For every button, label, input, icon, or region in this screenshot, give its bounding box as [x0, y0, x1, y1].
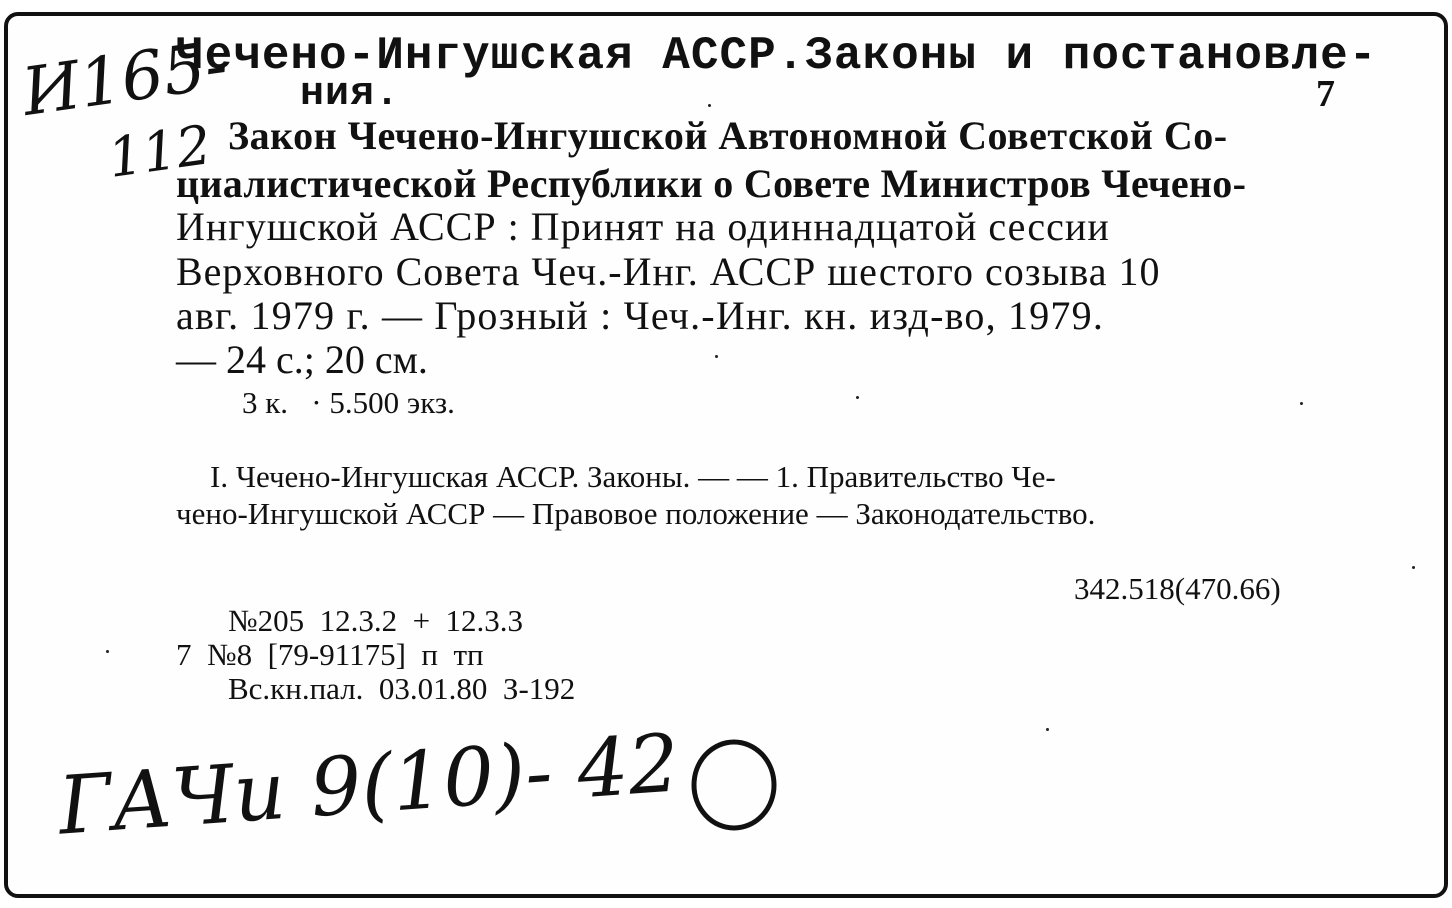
title-line-3: Ингушской АССР : Принят на одиннадцатой сессии: [176, 204, 1110, 249]
ink-speck: [1300, 402, 1303, 405]
ink-speck: [856, 396, 859, 399]
subject-line-2: чено-Ингушской АССР — Правовое положение — Законодательство.: [176, 496, 1096, 531]
punch-hole-icon: [690, 738, 780, 832]
card-number: 7: [1316, 73, 1335, 115]
ink-speck: [1412, 566, 1415, 569]
typed-heading-line1: Чечено-Ингушская АССР.Законы и постановле-: [176, 30, 1378, 82]
typed-heading-line2: ния.: [300, 72, 401, 117]
title-line-1: Закон Чечено-Ингушской Автономной Советской Со-: [228, 113, 1228, 158]
title-line-4: Верховного Совета Чеч.-Инг. АССР шестого созыва 10: [176, 249, 1161, 294]
ink-speck: [106, 650, 109, 653]
ink-speck: [715, 355, 718, 358]
price-and-print-run: 3 к. · 5.500 экз.: [242, 385, 455, 420]
catalog-line-2: 7 №8 [79-91175] п тп: [176, 637, 484, 672]
catalog-line-3: Вс.кн.пал. 03.01.80 З-192: [228, 671, 576, 706]
ink-speck: [708, 104, 711, 107]
classification-index: 342.518(470.66): [1074, 571, 1281, 606]
catalog-line-1: №205 12.3.2 + 12.3.3: [228, 603, 524, 638]
title-line-5: авг. 1979 г. — Грозный : Чеч.-Инг. кн. изд-во, 1979.: [176, 293, 1105, 338]
subject-line-1: I. Чечено-Ингушская АССР. Законы. — — 1. Правительство Че-: [210, 459, 1056, 494]
title-line-6: — 24 с.; 20 см.: [176, 337, 428, 382]
title-line-2: циалистической Республики о Совете Министров Чечено-: [176, 161, 1247, 206]
handwritten-shelf-mark-line2: 112: [104, 113, 215, 190]
handwritten-archive-mark: ГАЧи 9(10)- 42: [55, 716, 683, 853]
ink-speck: [1046, 728, 1049, 731]
handwritten-shelf-mark-line1: И165-: [17, 26, 233, 131]
